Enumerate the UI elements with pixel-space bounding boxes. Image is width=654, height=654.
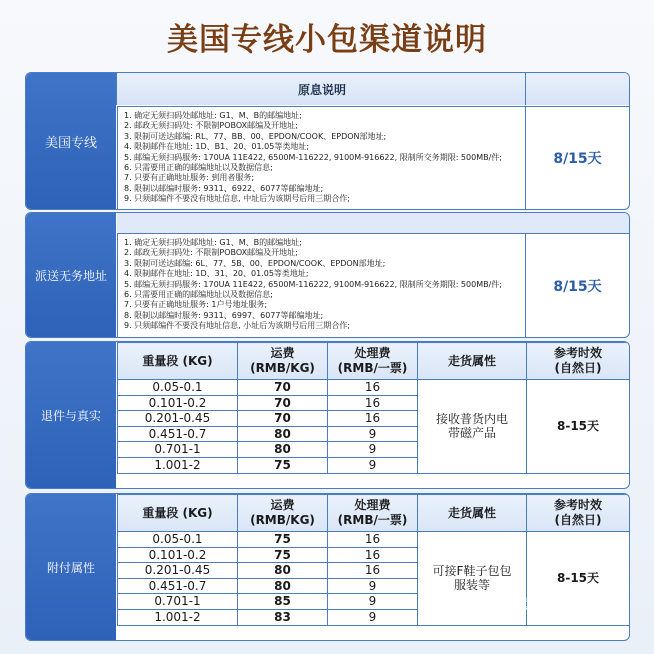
- time-value: 8/15天: [525, 106, 629, 209]
- cell-freight: 75: [238, 532, 328, 548]
- cell-fee: 16: [328, 563, 418, 579]
- header-weight: 重量段 (KG): [118, 495, 238, 532]
- cell-weight: 0.101-0.2: [118, 547, 238, 563]
- cell-fee: 9: [328, 426, 418, 442]
- cell-fee: 9: [328, 457, 418, 473]
- cell-weight: 0.451-0.7: [118, 578, 238, 594]
- cell-fee: 16: [328, 532, 418, 548]
- section-label: 美国专线: [26, 73, 116, 209]
- desc-line: 5. 邮编无须扫码服务: 170UA 11E422, 6500M-116222, 9100M-916622, 限制所交务期限: 500MB/件;: [124, 279, 502, 289]
- cell-freight: 85: [238, 594, 328, 610]
- cell-ref: 8-15天: [527, 532, 630, 626]
- desc-line: 2. 邮政无须扫码处: 不限制POBOX邮编及开地址;: [124, 121, 298, 131]
- cell-weight: 0.201-0.45: [118, 411, 238, 427]
- cell-fee: 9: [328, 609, 418, 625]
- cell-fee: 16: [328, 395, 418, 411]
- desc-line: 9. 只须邮编件不要没有地址信息, 中址后为该期号后用三期合作;: [124, 194, 350, 204]
- table-row: [118, 532, 630, 548]
- header-fee: 处理费 (RMB/一票): [328, 343, 418, 380]
- header-fee: 处理费 (RMB/一票): [328, 495, 418, 532]
- header-freight: 运费 (RMB/KG): [238, 343, 328, 380]
- cell-fee: 9: [328, 594, 418, 610]
- header-attr: 走货属性: [418, 495, 527, 532]
- desc-line: 4. 限制邮件在地址: 1D、31、20、01.05等类地址;: [124, 269, 309, 279]
- desc-line: 5. 邮编无须扫码服务: 170UA 11E422, 6500M-116222, 9100M-916622, 限制所交务期限: 500MB/件;: [124, 152, 502, 162]
- desc-line: 6. 只需要用正确的邮编地址以及数据信息;: [124, 163, 273, 173]
- cell-freight: 70: [238, 380, 328, 396]
- cell-fee: 9: [328, 578, 418, 594]
- desc-list: [117, 234, 525, 337]
- header-ref: 参考时效 (自然日): [527, 343, 630, 380]
- cell-freight: 80: [238, 426, 328, 442]
- desc-line: 4. 限制邮件在地址: 1D、B1、20、01.05等类地址;: [124, 142, 310, 152]
- desc-line: 6. 只需要用正确的邮编地址以及数据信息;: [124, 290, 273, 300]
- desc-line: 3. 限制可送达邮编: RL、77、BB、00、EPDON/COOK、EPDON部地址;: [124, 131, 387, 141]
- cell-fee: 16: [328, 547, 418, 563]
- cell-freight: 80: [238, 578, 328, 594]
- desc-line: 3. 限制可送达邮编: 6L、77、5B、00、EPDON/COOK、EPDON部地址;: [124, 258, 386, 268]
- desc-line: 2. 邮政无须扫码处: 不限制POBOX邮编及开地址;: [124, 248, 298, 258]
- header-weight: 重量段 (KG): [118, 343, 238, 380]
- section-rates-1: [25, 341, 630, 489]
- cell-weight: 0.201-0.45: [118, 563, 238, 579]
- cell-weight: 1.001-2: [118, 457, 238, 473]
- cell-weight: 0.101-0.2: [118, 395, 238, 411]
- cell-weight: 0.701-1: [118, 594, 238, 610]
- desc-header: 原息说明: [116, 73, 527, 105]
- section-label: 派送无务地址: [26, 213, 116, 337]
- cell-freight: 70: [238, 395, 328, 411]
- desc-line: 1. 确定无须扫码处邮地址: G1、M、B的邮编地址;: [124, 238, 302, 247]
- cell-weight: 1.001-2: [118, 609, 238, 625]
- cell-fee: 16: [328, 411, 418, 427]
- rate-table: [117, 342, 630, 474]
- cell-fee: 16: [328, 380, 418, 396]
- desc-line: 1. 确定无须扫码处邮地址: G1、M、B的邮编地址;: [124, 111, 302, 120]
- cell-weight: 0.05-0.1: [118, 532, 238, 548]
- desc-list: [117, 106, 525, 209]
- table-row: [118, 380, 630, 396]
- time-header: [525, 73, 629, 105]
- section-label: 附付属性: [26, 494, 116, 640]
- watermark: 滞速 / 速卖通: [450, 595, 547, 614]
- cell-attr: 可接F鞋子包包 服装等: [418, 532, 527, 626]
- header-attr: 走货属性: [418, 343, 527, 380]
- cell-fee: 9: [328, 442, 418, 458]
- rate-table: [117, 494, 630, 626]
- header-ref: 参考时效 (自然日): [527, 495, 630, 532]
- page-title: 美国专线小包渠道说明: [167, 22, 487, 58]
- cell-weight: 0.05-0.1: [118, 380, 238, 396]
- cell-freight: 83: [238, 609, 328, 625]
- desc-line: 7. 只要有正确地址服务: 到用者服务;: [124, 173, 255, 183]
- section-us-line: [25, 72, 630, 210]
- cell-weight: 0.451-0.7: [118, 426, 238, 442]
- cell-ref: 8-15天: [527, 380, 630, 474]
- cell-freight: 80: [238, 563, 328, 579]
- desc-line: 8. 限制以邮编时服务: 9311、6997、6077等邮编地址;: [124, 310, 324, 320]
- cell-freight: 70: [238, 411, 328, 427]
- section-rates-2: [25, 493, 630, 641]
- desc-line: 9. 只须邮编件不要没有地址信息, 小址后为该期号后用三期合作;: [124, 321, 350, 331]
- header-freight: 运费 (RMB/KG): [238, 495, 328, 532]
- cell-freight: 75: [238, 547, 328, 563]
- cell-weight: 0.701-1: [118, 442, 238, 458]
- desc-line: 8. 限制以邮编时服务: 9311、6922、6077等邮编地址;: [124, 183, 324, 193]
- time-value: 8/15天: [525, 234, 629, 337]
- cell-freight: 80: [238, 442, 328, 458]
- section-strip: [117, 213, 629, 234]
- section-label: 退件与真实: [26, 342, 116, 488]
- cell-attr: 接收普货内电 带磁产品: [418, 380, 527, 474]
- cell-freight: 75: [238, 457, 328, 473]
- desc-line: 7. 只要有正确地址服务: 1户号地址服务;: [124, 300, 268, 310]
- section-remote-address: [25, 212, 630, 338]
